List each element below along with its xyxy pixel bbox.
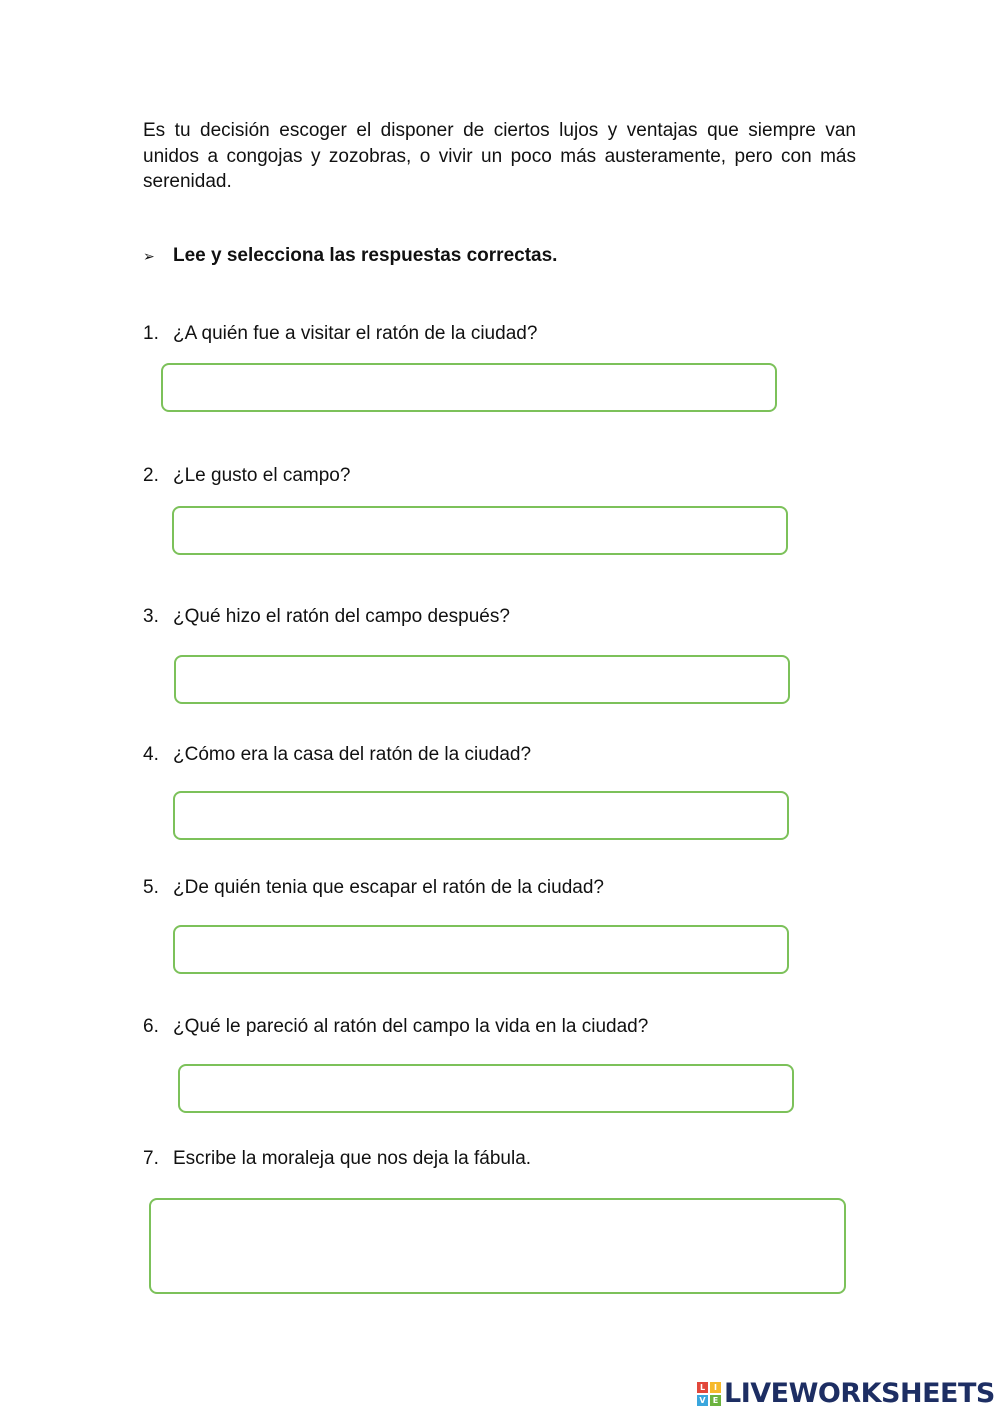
answer-textarea-7[interactable] (151, 1200, 844, 1292)
instruction (143, 245, 557, 267)
question-text: ¿De quién tenia que escapar el ratón de la ciudad? (173, 877, 604, 898)
logo-letter: E (710, 1395, 721, 1406)
question-1 (143, 323, 537, 345)
question-3 (143, 606, 510, 628)
question-number: 4. (143, 744, 159, 765)
answer-input-2[interactable] (174, 508, 786, 553)
logo-mark-icon (697, 1382, 721, 1406)
question-number: 5. (143, 877, 159, 898)
question-text: ¿Cómo era la casa del ratón de la ciudad? (173, 744, 532, 765)
question-text: Escribe la moraleja que nos deja la fábula. (173, 1148, 532, 1169)
answer-box-5 (173, 925, 789, 974)
instruction-text: Lee y selecciona las respuestas correctas. (173, 245, 558, 266)
question-number: 1. (143, 323, 159, 344)
answer-box-4 (173, 791, 789, 840)
question-number: 6. (143, 1016, 159, 1037)
answer-box-2 (172, 506, 788, 555)
answer-input-6[interactable] (180, 1066, 792, 1111)
answer-box-1 (161, 363, 777, 412)
answer-box-7 (149, 1198, 846, 1294)
answer-box-3 (174, 655, 790, 704)
answer-input-5[interactable] (175, 927, 787, 972)
question-text: ¿Qué le pareció al ratón del campo la vida en la ciudad? (173, 1016, 649, 1037)
question-text: ¿Qué hizo el ratón del campo después? (173, 606, 510, 627)
intro-paragraph: Es tu decisión escoger el disponer de ciertos lujos y ventajas que siempre van unidos a congojas y zozobras, o vivir un poco más austeramente, pero con más serenidad. (143, 120, 856, 192)
logo-letter: I (710, 1382, 721, 1393)
answer-input-4[interactable] (175, 793, 787, 838)
question-4 (143, 744, 531, 766)
arrow-bullet-icon: ➢ (143, 247, 155, 264)
answer-input-3[interactable] (176, 657, 788, 702)
question-2 (143, 465, 350, 487)
question-5 (143, 877, 604, 899)
logo-text: LIVEWORKSHEETS (724, 1378, 995, 1409)
logo-letter: V (697, 1395, 708, 1406)
question-text: ¿A quién fue a visitar el ratón de la ciudad? (173, 323, 538, 344)
answer-box-6 (178, 1064, 794, 1113)
answer-input-1[interactable] (163, 365, 775, 410)
logo-letter: L (697, 1382, 708, 1393)
question-number: 2. (143, 465, 159, 486)
question-number: 7. (143, 1148, 159, 1169)
question-text: ¿Le gusto el campo? (173, 465, 351, 486)
question-7 (143, 1148, 531, 1170)
question-number: 3. (143, 606, 159, 627)
liveworksheets-logo (697, 1378, 995, 1409)
question-6 (143, 1016, 648, 1038)
